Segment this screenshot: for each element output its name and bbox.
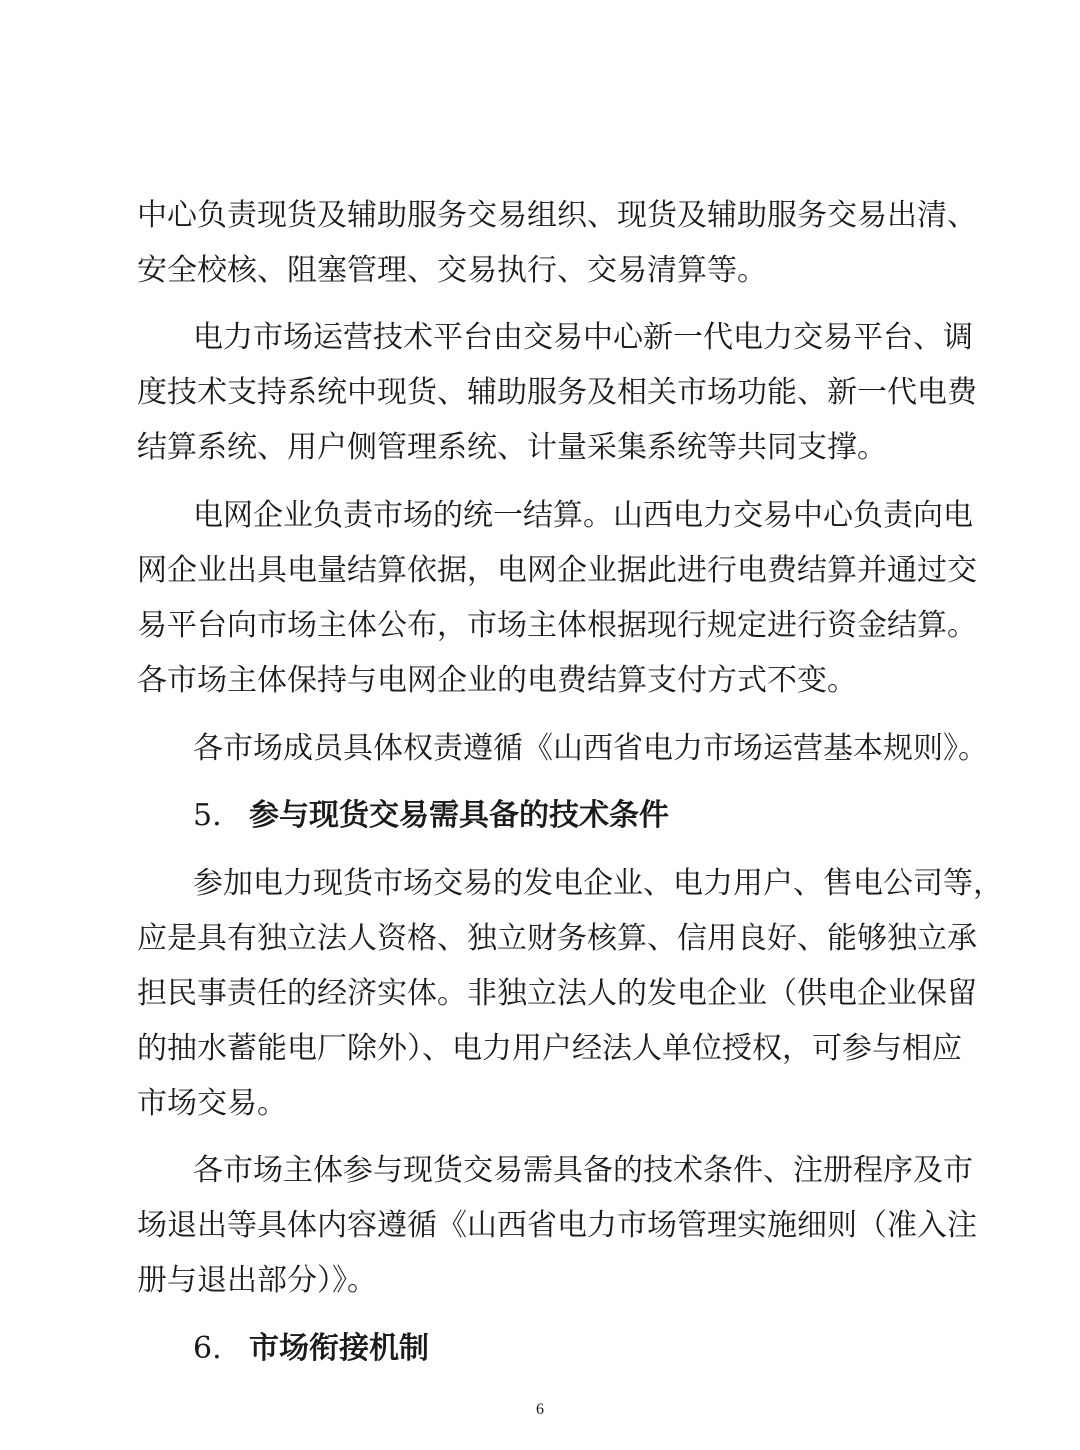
paragraph-line: 的抽水蓄能电厂除外）、电力用户经法人单位授权，可参与相应	[137, 1031, 962, 1066]
paragraph-line: 易平台向市场主体公布，市场主体根据现行规定进行资金结算。	[137, 608, 977, 643]
section-title: 市场衔接机制	[249, 1331, 429, 1366]
section-title: 参与现货交易需具备的技术条件	[249, 798, 669, 833]
paragraph-line: 市场交易。	[137, 1086, 287, 1121]
paragraph-line: 场退出等具体内容遵循《山西省电力市场管理实施细则（准入注	[137, 1208, 977, 1243]
paragraph-line: 度技术支持系统中现货、辅助服务及相关市场功能、新一代电费	[137, 375, 977, 410]
section-heading	[193, 796, 669, 836]
section-number: 6.	[193, 1331, 222, 1366]
paragraph-line: 应是具有独立法人资格、独立财务核算、信用良好、能够独立承	[137, 921, 977, 956]
section-number: 5.	[193, 798, 222, 833]
paragraph-line: 各市场成员具体权责遵循《山西省电力市场运营基本规则》。	[193, 731, 988, 766]
paragraph-line: 参加电力现货市场交易的发电企业、电力用户、售电公司等，	[193, 866, 1003, 901]
paragraph-line: 担民事责任的经济实体。非独立法人的发电企业（供电企业保留	[137, 976, 977, 1011]
paragraph-line: 电网企业负责市场的统一结算。山西电力交易中心负责向电	[193, 498, 973, 533]
section-heading	[193, 1329, 429, 1369]
page-number: 6	[536, 1401, 544, 1418]
paragraph-line: 各市场主体保持与电网企业的电费结算支付方式不变。	[137, 663, 857, 698]
paragraph-line: 网企业出具电量结算依据，电网企业据此进行电费结算并通过交	[137, 553, 977, 588]
paragraph-line: 电力市场运营技术平台由交易中心新一代电力交易平台、调	[193, 320, 973, 355]
paragraph-line: 结算系统、用户侧管理系统、计量采集系统等共同支撑。	[137, 430, 887, 465]
paragraph-line: 安全校核、阻塞管理、交易执行、交易清算等。	[137, 253, 767, 288]
paragraph-line: 中心负责现货及辅助服务交易组织、现货及辅助服务交易出清、	[137, 198, 977, 233]
paragraph-line: 各市场主体参与现货交易需具备的技术条件、注册程序及市	[193, 1153, 973, 1188]
paragraph-line: 册与退出部分）》。	[137, 1263, 377, 1298]
